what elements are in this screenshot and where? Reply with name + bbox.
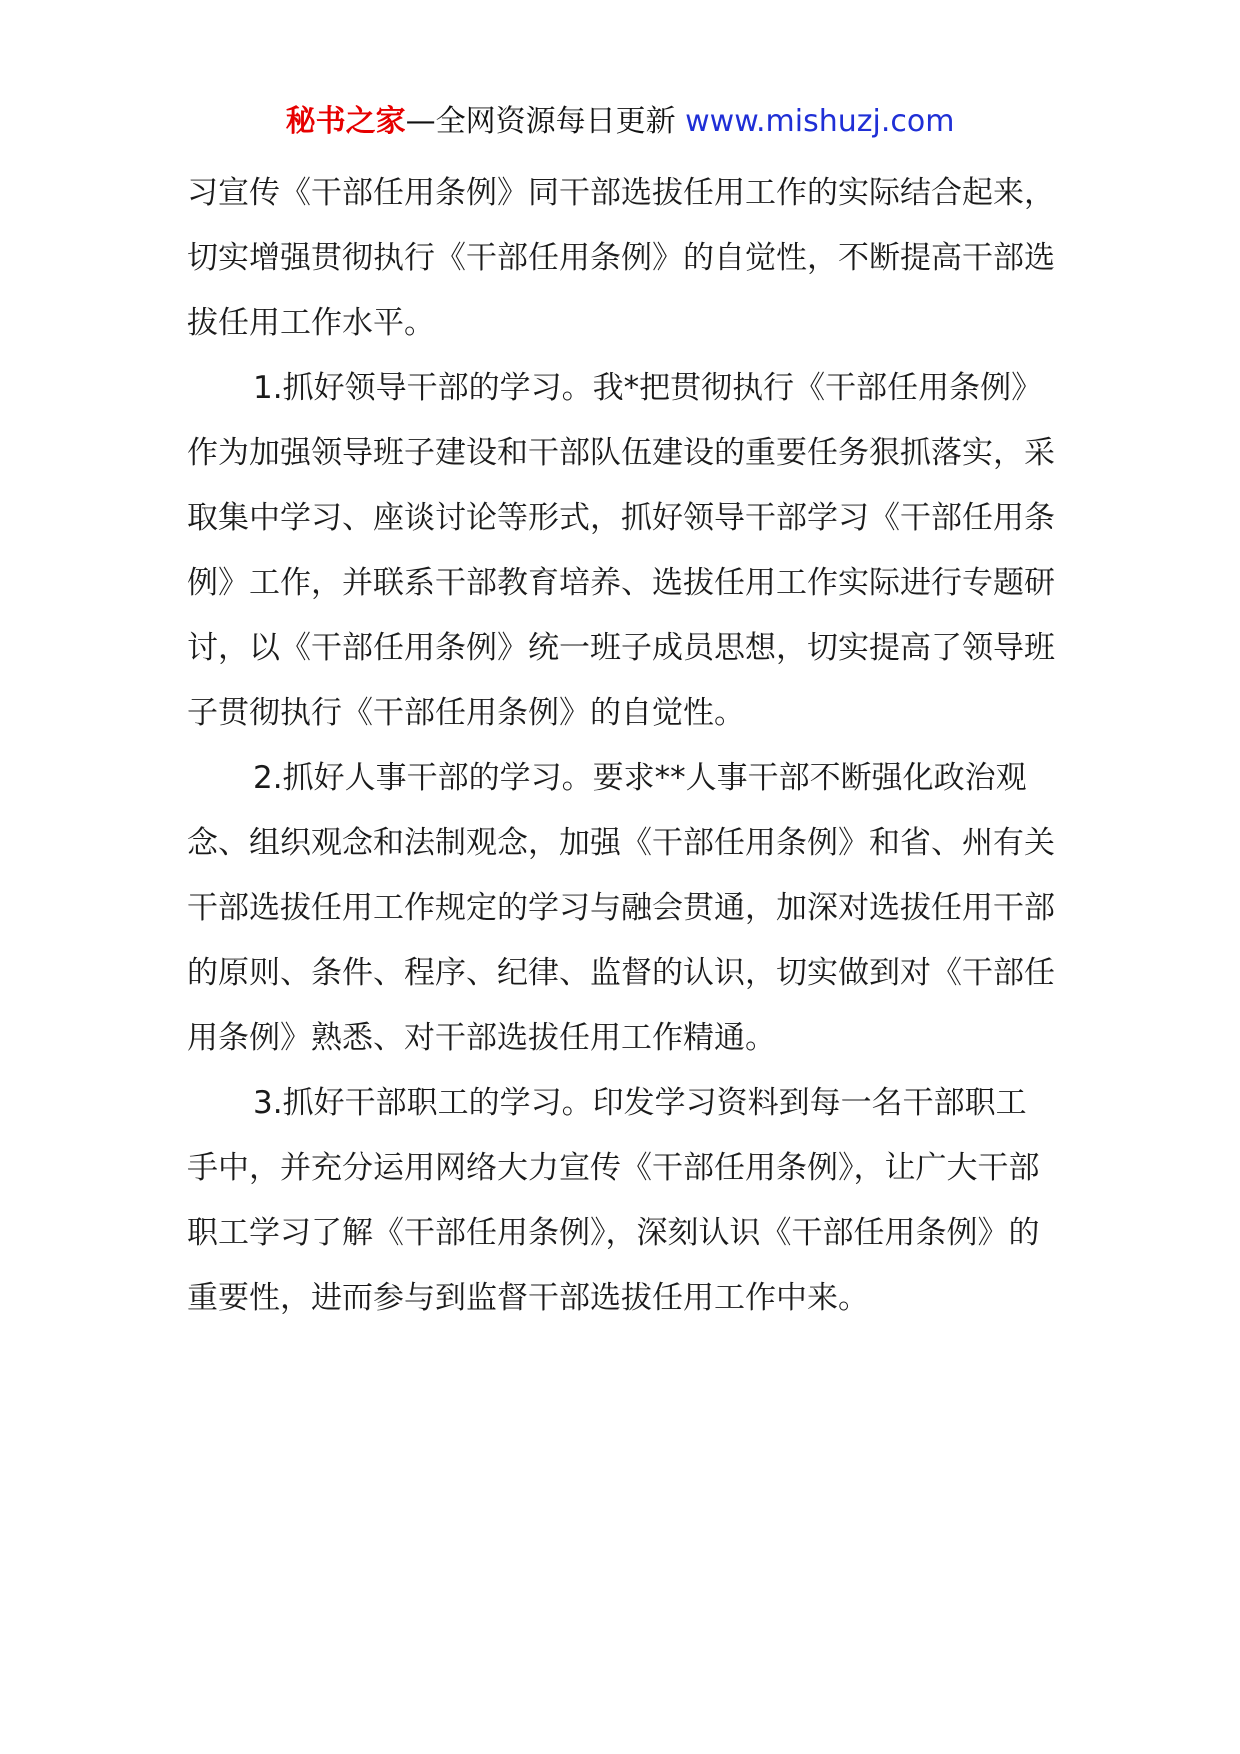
brand-name: 秘书之家 — [285, 104, 406, 139]
header-tagline: —全网资源每日更新 — [405, 104, 676, 139]
paragraph-continuation: 习宣传《干部任用条例》同干部选拔任用工作的实际结合起来，切实增强贯彻执行《干部任用条例》的自觉性，不断提高干部选拔任用工作水平。 — [187, 175, 1055, 341]
document-body — [187, 161, 1055, 1331]
website-link[interactable]: www.mishuzj.com — [685, 104, 955, 139]
paragraph-item-3: 3.抓好干部职工的学习。印发学习资料到每一名干部职工手中，并充分运用网络大力宣传《干部任用条例》，让广大干部职工学习了解《干部任用条例》，深刻认识《干部任用条例》的重要性，进而参与到监督干部选拔任用工作中来。 — [187, 1085, 1040, 1316]
page-header — [0, 100, 1240, 144]
paragraph-item-1: 1.抓好领导干部的学习。我*把贯彻执行《干部任用条例》作为加强领导班子建设和干部队伍建设的重要任务狠抓落实，采取集中学习、座谈讨论等形式，抓好领导干部学习《干部任用条例》工作，并联系干部教育培养、选拔任用工作实际进行专题研讨，以《干部任用条例》统一班子成员思想，切实提高了领导班子贯彻执行《干部任用条例》的自觉性。 — [187, 370, 1055, 731]
paragraph-item-2: 2.抓好人事干部的学习。要求**人事干部不断强化政治观念、组织观念和法制观念，加强《干部任用条例》和省、州有关干部选拔任用工作规定的学习与融会贯通，加深对选拔任用干部的原则、条件、程序、纪律、监督的认识，切实做到对《干部任用条例》熟悉、对干部选拔任用工作精通。 — [187, 760, 1055, 1056]
